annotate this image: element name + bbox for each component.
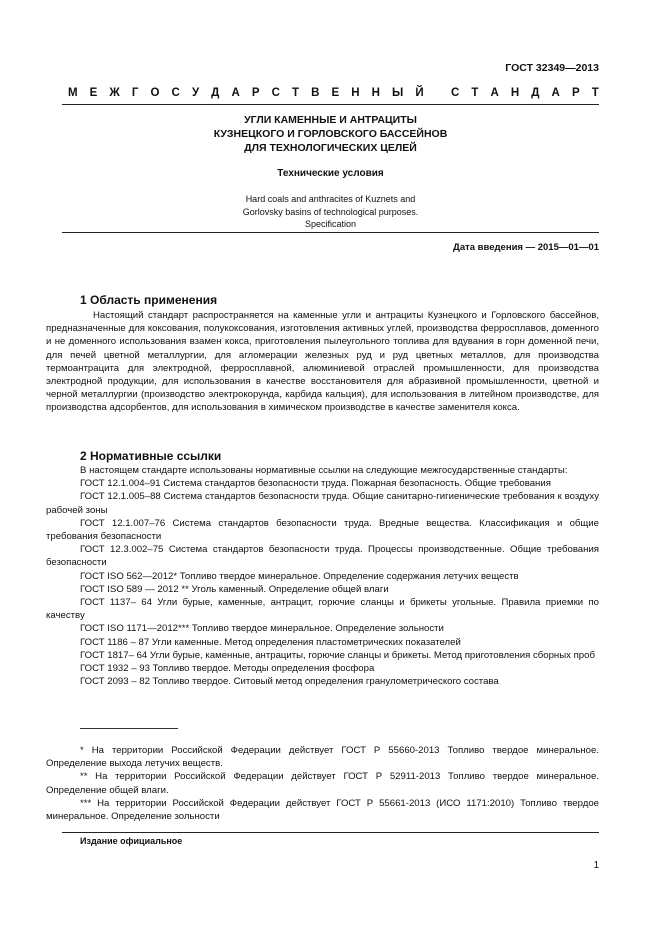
section-2-heading: 2 Нормативные ссылки <box>80 449 222 463</box>
gost-code: ГОСТ 32349—2013 <box>505 62 599 74</box>
document-subtitle: Технические условия <box>277 168 384 179</box>
interstate-standard-banner <box>68 87 599 99</box>
banner-letter: А <box>551 87 560 99</box>
standard-title-block <box>0 113 661 231</box>
footnote: * На территории Российской Федерации действует ГОСТ Р 55660-2013 Топливо твердое минеральное. Определение выхода летучих веществ. <box>46 745 599 770</box>
english-title-line: Specification <box>304 219 357 229</box>
banner-letter: Д <box>531 87 540 99</box>
normative-reference: ГОСТ 12.1.007–76 Система стандартов безопасности труда. Вредные вещества. Классификация и общие требования безопасности <box>46 517 599 543</box>
footnotes <box>46 744 599 823</box>
banner-letter: А <box>231 87 240 99</box>
banner-letter: Н <box>371 87 380 99</box>
banner-letter: Е <box>331 87 340 99</box>
banner-letter: Ж <box>109 87 120 99</box>
title-divider <box>62 232 599 233</box>
official-edition-label: Издание официальное <box>80 836 183 846</box>
section-2-body <box>46 464 599 688</box>
banner-letter: Т <box>471 87 479 99</box>
normative-reference: ГОСТ 12.1.004–91 Система стандартов безопасности труда. Пожарная безопасность. Общие требования <box>80 478 551 490</box>
banner-letter: Т <box>291 87 300 99</box>
normative-reference: ГОСТ 1186 – 87 Угли каменные. Метод определения пластометрических показателей <box>80 636 461 648</box>
english-title-line: Hard coals and anthracites of Kuznets and <box>245 194 416 204</box>
banner-letter: С <box>271 87 280 99</box>
normative-reference: ГОСТ ISO 589 — 2012 ** Уголь каменный. Определение общей влаги <box>80 583 389 595</box>
banner-letter: Н <box>351 87 360 99</box>
section-1-heading: 1 Область применения <box>80 293 218 307</box>
page-number: 1 <box>593 860 599 871</box>
banner-letter: Г <box>131 87 139 99</box>
banner-letter: Р <box>571 87 580 99</box>
banner-letter: С <box>171 87 180 99</box>
title-line: ДЛЯ ТЕХНОЛОГИЧЕСКИХ ЦЕЛЕЙ <box>244 142 417 154</box>
banner-divider <box>62 104 599 105</box>
banner-letter: А <box>490 87 499 99</box>
banner-letter: Н <box>510 87 520 99</box>
banner-letter: Ы <box>392 87 404 99</box>
title-line: УГЛИ КАМЕННЫЕ И АНТРАЦИТЫ <box>244 114 417 126</box>
normative-reference: ГОСТ 12.1.005–88 Система стандартов безопасности труда. Общие санитарно-гигиенические требования к воздуху рабочей зоны <box>46 491 599 516</box>
normative-reference: ГОСТ 1137– 64 Угли бурые, каменные, антрацит, горючие сланцы и брикеты угольные. Правила приемки по качеству <box>46 597 599 622</box>
english-title <box>0 193 661 231</box>
banner-letter: Р <box>251 87 260 99</box>
section-1-paragraph: Настоящий стандарт распространяется на каменные угли и антрациты Кузнецкого и Горловского бассейнов, предназначенные для коксования, полукоксования, изготовления активных углей, производства ферросплавов, доменного и не доменного использования взамен кокса, приготовления пылеугольного топлива для вдувания в горн доменной печи, для печей цветной металлургии, для агломерации железных руд и руд цветных металлов, для производства термоантрацита для электродной, ферросплавной, алюминиевой отраслей промышленности, для производства электродной продукции, для использования в качестве восстановителя для абразивной промышленности, цветной и черной металлургии (производство электрокорунда, карбида кальция), для использования в литейном производстве, для производства адсорбентов, для использования в химическом производстве в качестве заменителя кокса. <box>46 310 599 414</box>
normative-reference: ГОСТ 12.3.002–75 Система стандартов безопасности труда. Процессы производственные. Общие требования безопасности <box>46 544 599 569</box>
banner-letter: У <box>191 87 200 99</box>
banner-letter: Т <box>591 87 599 99</box>
title-line: КУЗНЕЦКОГО И ГОРЛОВСКОГО БАССЕЙНОВ <box>213 128 448 140</box>
banner-letter: Й <box>415 87 424 99</box>
section-2-intro: В настоящем стандарте использованы нормативные ссылки на следующие межгосударственные стандарты: <box>80 465 568 476</box>
footer-divider <box>62 832 599 833</box>
normative-reference: ГОСТ ISO 1171—2012*** Топливо твердое минеральное. Определение зольности <box>80 623 444 635</box>
english-title-line: Gorlovsky basins of technological purposes. <box>242 206 419 217</box>
banner-letter: Е <box>89 87 98 99</box>
normative-reference: ГОСТ 1817– 64 Угли бурые, каменные, антрациты, горючие сланцы и брикеты. Метод приготовления сборных проб <box>80 649 595 661</box>
banner-letter: В <box>311 87 320 99</box>
normative-reference: ГОСТ 1932 – 93 Топливо твердое. Методы определения фосфора <box>80 663 375 675</box>
normative-reference: ГОСТ ISO 562—2012* Топливо твердое минеральное. Определение содержания летучих веществ <box>80 570 519 582</box>
introduction-date: Дата введения — 2015—01—01 <box>453 242 599 253</box>
footnote-separator <box>80 728 178 729</box>
section-1-body <box>46 309 599 415</box>
footnote: *** На территории Российской Федерации действует ГОСТ Р 55661-2013 (ИСО 1171:2010) Топливо твердое минеральное. Определение зольности <box>46 797 599 823</box>
footnote: ** На территории Российской Федерации действует ГОСТ Р 52911-2013 Топливо твердое минеральное. Определение общей влаги. <box>46 771 599 796</box>
banner-letter: М <box>68 87 78 99</box>
banner-gap <box>436 87 439 99</box>
banner-letter: Д <box>211 87 220 99</box>
normative-reference: ГОСТ 2093 – 82 Топливо твердое. Ситовый метод определения гранулометрического состава <box>80 676 499 688</box>
banner-letter: С <box>450 87 460 99</box>
banner-letter: О <box>150 87 160 99</box>
